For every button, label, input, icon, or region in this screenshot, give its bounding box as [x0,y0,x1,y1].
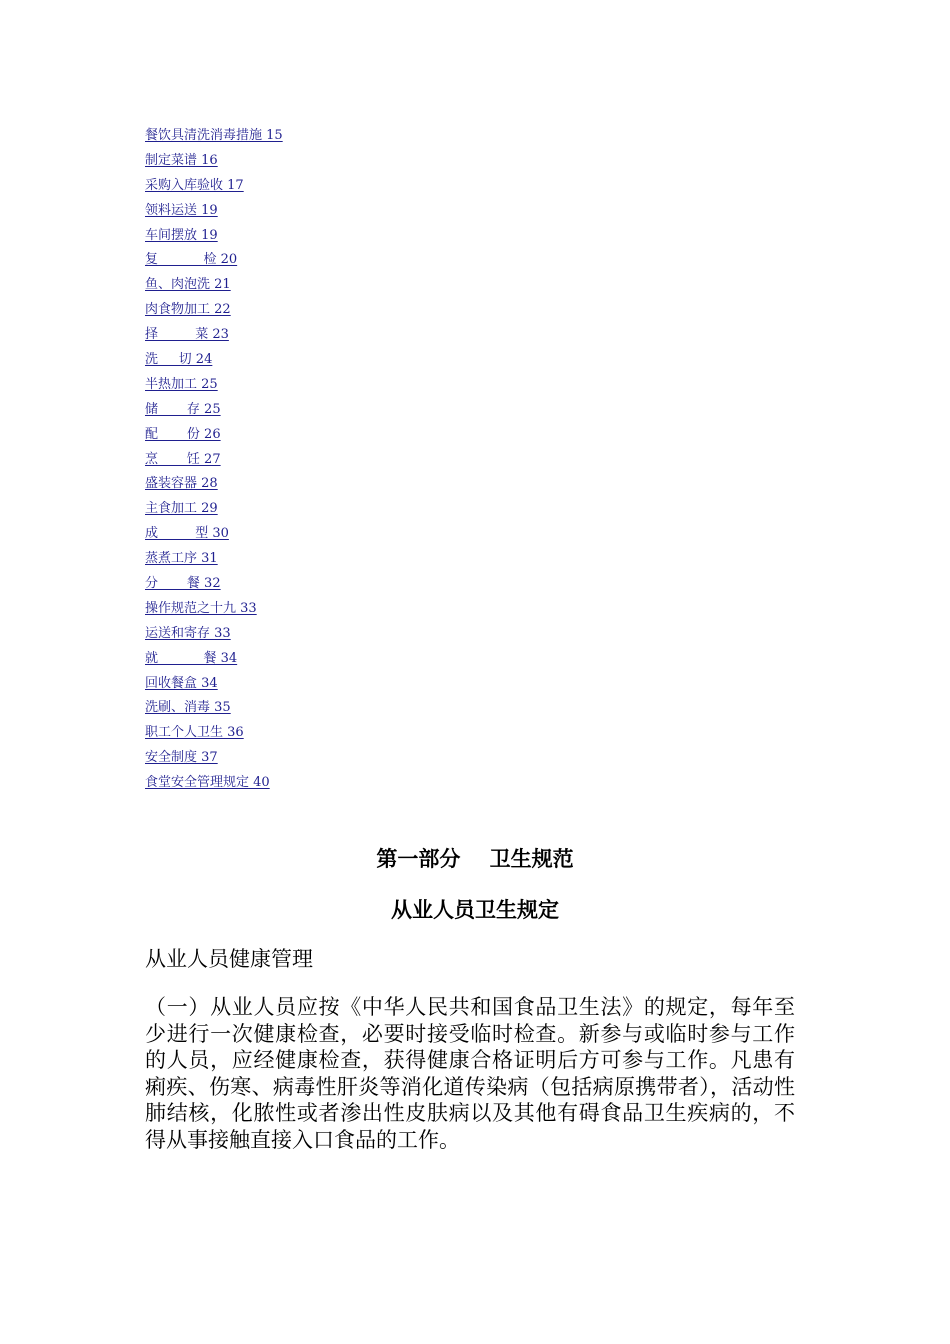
toc-link[interactable]: 餐饮具清洗消毒措施 15 [145,128,283,143]
toc-item [145,201,283,226]
toc-item [145,773,283,798]
toc-link[interactable]: 分 餐 32 [145,576,221,592]
toc-item [145,474,283,499]
toc-item [145,723,283,748]
toc-item [145,226,283,251]
toc-link[interactable]: 盛装容器 28 [145,476,218,492]
toc-link[interactable]: 复 检 20 [145,252,238,268]
toc-link[interactable]: 洗刷、消毒 35 [145,700,231,716]
toc-link[interactable]: 食堂安全管理规定 40 [145,775,270,791]
toc-item [145,450,283,475]
section-title: 从业人员卫生规定 [391,898,559,922]
toc-link[interactable]: 鱼、肉泡洗 21 [145,277,231,293]
toc-item [145,325,283,350]
toc-link[interactable]: 采购入库验收 17 [145,177,244,193]
toc-item [145,300,283,325]
toc-item [145,176,283,201]
toc-item [145,624,283,649]
body-paragraph: （一）从业人员应按《中华人民共和国食品卫生法》的规定，每年至少进行一次健康检查，必要时接受临时检查。新参与或临时参与工作的人员，应经健康检查，获得健康合格证明后方可参与工作。凡患有痢疾、伤寒、病毒性肝炎等消化道传染病（包括病原携带者），活动性肺结核，化脓性或者渗出性皮肤病以及其他有碍食品卫生疾病的，不得从事接触直接入口食品的工作。 [145,995,795,1152]
toc-item [145,375,283,400]
toc-link[interactable]: 洗 切 24 [145,352,213,368]
toc-item [145,425,283,450]
toc-link[interactable]: 操作规范之十九 33 [145,600,257,616]
toc-link[interactable]: 回收餐盒 34 [145,675,218,691]
toc-link[interactable]: 车间摆放 19 [145,227,218,243]
toc-link[interactable]: 就 餐 34 [145,650,238,666]
toc-item [145,350,283,375]
toc-link[interactable]: 肉食物加工 22 [145,302,231,318]
toc-item [145,549,283,574]
toc-link[interactable]: 配 份 26 [145,426,221,442]
toc-item [145,599,283,624]
toc-item [145,151,283,176]
toc-item [145,499,283,524]
toc-link[interactable]: 领料运送 19 [145,202,218,218]
toc-item [145,275,283,300]
toc-link[interactable]: 择 菜 23 [145,327,229,343]
toc-link[interactable]: 职工个人卫生 36 [145,725,244,741]
toc-link[interactable]: 成 型 30 [145,526,229,542]
toc-item [145,524,283,549]
toc-item [145,250,283,275]
toc-link[interactable]: 半热加工 25 [145,376,218,392]
toc-item [145,126,283,151]
table-of-contents [145,126,283,798]
toc-item [145,674,283,699]
toc-link[interactable]: 安全制度 37 [145,750,218,766]
toc-link[interactable]: 蒸煮工序 31 [145,551,218,567]
toc-link[interactable]: 主食加工 29 [145,501,218,517]
toc-item [145,748,283,773]
toc-item [145,649,283,674]
toc-link[interactable]: 运送和寄存 33 [145,625,231,641]
toc-item [145,698,283,723]
toc-item [145,400,283,425]
subheading: 从业人员健康管理 [145,947,313,971]
toc-link[interactable]: 烹 饪 27 [145,451,221,467]
toc-item [145,574,283,599]
toc-link[interactable]: 制定菜谱 16 [145,152,218,168]
part-heading: 第一部分 卫生规范 [376,847,574,871]
toc-link[interactable]: 储 存 25 [145,401,221,417]
